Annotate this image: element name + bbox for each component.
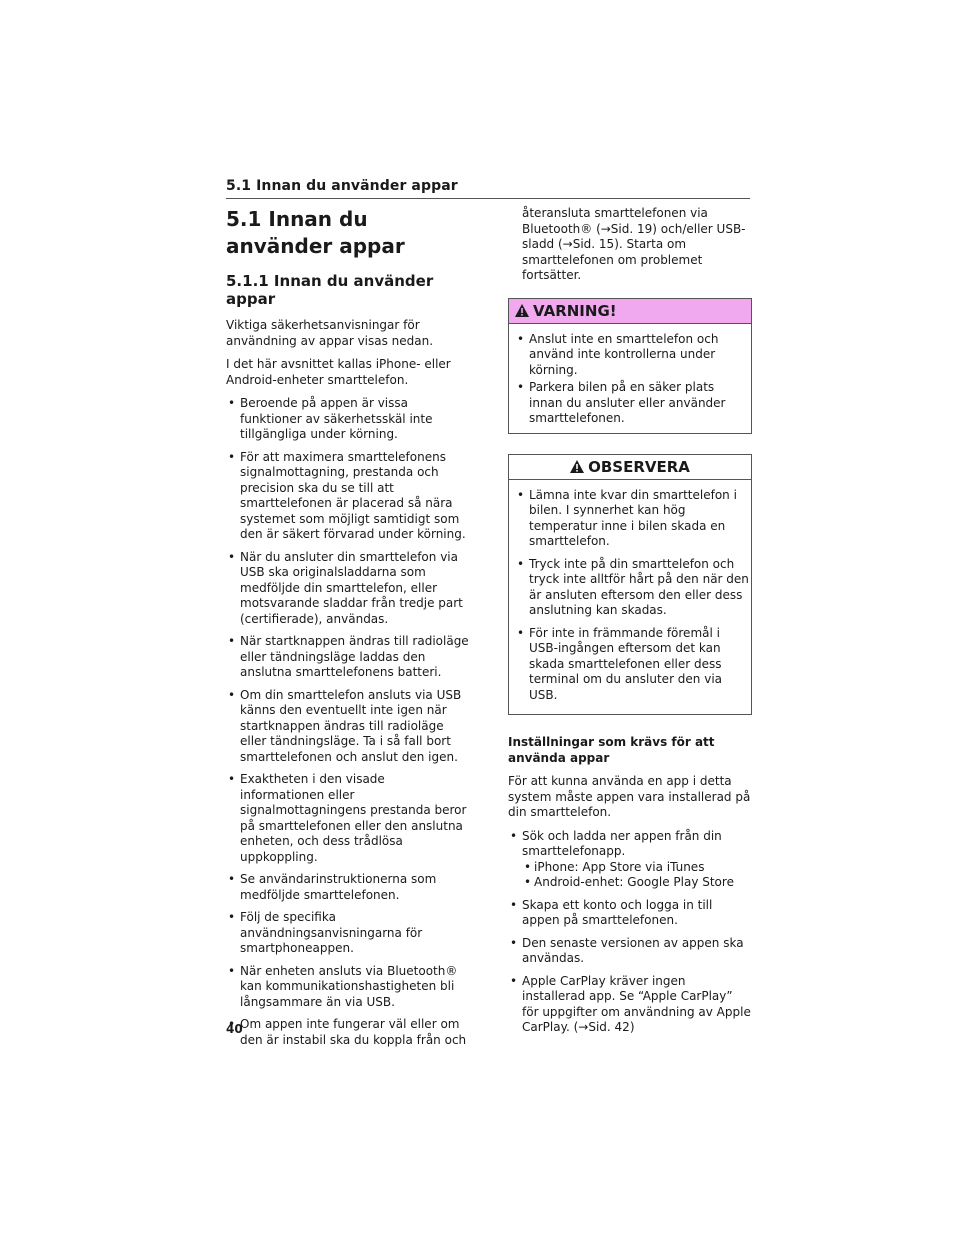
list-item: • iPhone: App Store via iTunes — [522, 860, 752, 876]
store-sublist — [522, 860, 752, 891]
list-item: • Anslut inte en smarttelefon och använd inte kontrollerna under körning. — [515, 332, 751, 379]
notice-title: OBSERVERA — [588, 457, 690, 476]
warning-triangle-icon — [570, 460, 584, 473]
list-item: • När du ansluter din smarttelefon via USB ska originalsladdarna som medföljde din smarttelefon, eller motsvarande sladdar från tredje part (certifierade), användas. — [226, 550, 470, 628]
section-title: 5.1 Innan du använder appar — [226, 207, 405, 258]
left-column — [226, 206, 470, 1055]
notice-list — [509, 480, 751, 715]
notice-box — [508, 454, 752, 716]
list-item: • Den senaste versionen av appen ska användas. — [508, 936, 752, 967]
list-item: • Apple CarPlay kräver ingen installerad app. Se “Apple CarPlay” för uppgifter om användning av Apple CarPlay. (→Sid. 42) — [508, 974, 752, 1036]
list-item: • Om appen inte fungerar väl eller om den är instabil ska du koppla från och — [226, 1017, 470, 1048]
list-item: • Beroende på appen är vissa funktioner av säkerhetsskäl inte tillgängliga under körning. — [226, 396, 470, 443]
subsection-title: 5.1.1 Innan du använder appar — [226, 272, 434, 308]
list-item-text: Sök och ladda ner appen från din smarttelefonapp. — [522, 828, 722, 858]
list-item: • För att maximera smarttelefonens signalmottagning, prestanda och precision ska du se till att smarttelefonen är placerad så nära systemet som möjligt samtidigt som den är säkert förvarad under körning. — [226, 450, 470, 543]
warning-header — [509, 299, 751, 324]
intro-paragraph-2: I det här avsnittet kallas iPhone- eller Android-enheter smarttelefon. — [226, 357, 451, 387]
list-item: • Skapa ett konto och logga in till appen på smarttelefonen. — [508, 898, 752, 929]
list-item: • Om din smarttelefon ansluts via USB känns den eventuellt inte igen när startknappen ändras till radioläge eller tändningsläge. Ta i så fall bort smarttelefonen och anslut den igen. — [226, 688, 470, 766]
list-item: • När startknappen ändras till radioläge eller tändningsläge laddas den anslutna smarttelefonens batteri. — [226, 634, 470, 681]
notice-header — [509, 455, 751, 480]
running-head: 5.1 Innan du använder appar — [226, 178, 458, 194]
list-item: • När enheten ansluts via Bluetooth® kan kommunikationshastigheten bli långsammare än via USB. — [226, 964, 470, 1011]
warning-box — [508, 298, 752, 434]
header-rule — [226, 198, 750, 199]
list-item — [508, 829, 752, 891]
continued-text: återansluta smarttelefonen via Bluetooth® (→Sid. 19) och/eller USB-sladd (→Sid. 15). Starta om smarttelefonen om problemet fortsätter. — [522, 206, 746, 282]
list-item: • Lämna inte kvar din smarttelefon i bilen. I synnerhet kan hög temperatur inne i bilen skada en smarttelefon. — [515, 488, 751, 550]
settings-list — [508, 829, 752, 1036]
list-item: • Parkera bilen på en säker plats innan du ansluter eller använder smarttelefonen. — [515, 380, 751, 427]
settings-heading: Inställningar som krävs för att använda appar — [508, 735, 715, 765]
list-item: • Följ de specifika användningsanvisningarna för smartphoneappen. — [226, 910, 470, 957]
intro-paragraph-1: Viktiga säkerhetsanvisningar för användning av appar visas nedan. — [226, 318, 434, 348]
list-item: • Tryck inte på din smarttelefon och tryck inte alltför hårt på den när den är ansluten eftersom den eller dess anslutning kan skadas. — [515, 557, 751, 619]
settings-intro: För att kunna använda en app i detta system måste appen vara installerad på din smarttelefon. — [508, 774, 751, 819]
warning-title: VARNING! — [533, 301, 617, 320]
list-item: • För inte in främmande föremål i USB-ingången eftersom det kan skada smarttelefonen eller dess terminal om du ansluter den via USB. — [515, 626, 751, 704]
list-item: • Se användarinstruktionerna som medföljde smarttelefonen. — [226, 872, 470, 903]
warning-list — [509, 324, 751, 433]
safety-bullet-list — [226, 396, 470, 1048]
list-item: • Android-enhet: Google Play Store — [522, 875, 752, 891]
list-item: • Exaktheten i den visade informationen eller signalmottagningens prestanda beror på smarttelefonen eller den anslutna enheten, och dess trådlösa uppkoppling. — [226, 772, 470, 865]
warning-triangle-icon — [515, 304, 529, 317]
page-number: 40 — [226, 1022, 243, 1036]
right-column — [508, 206, 752, 1043]
